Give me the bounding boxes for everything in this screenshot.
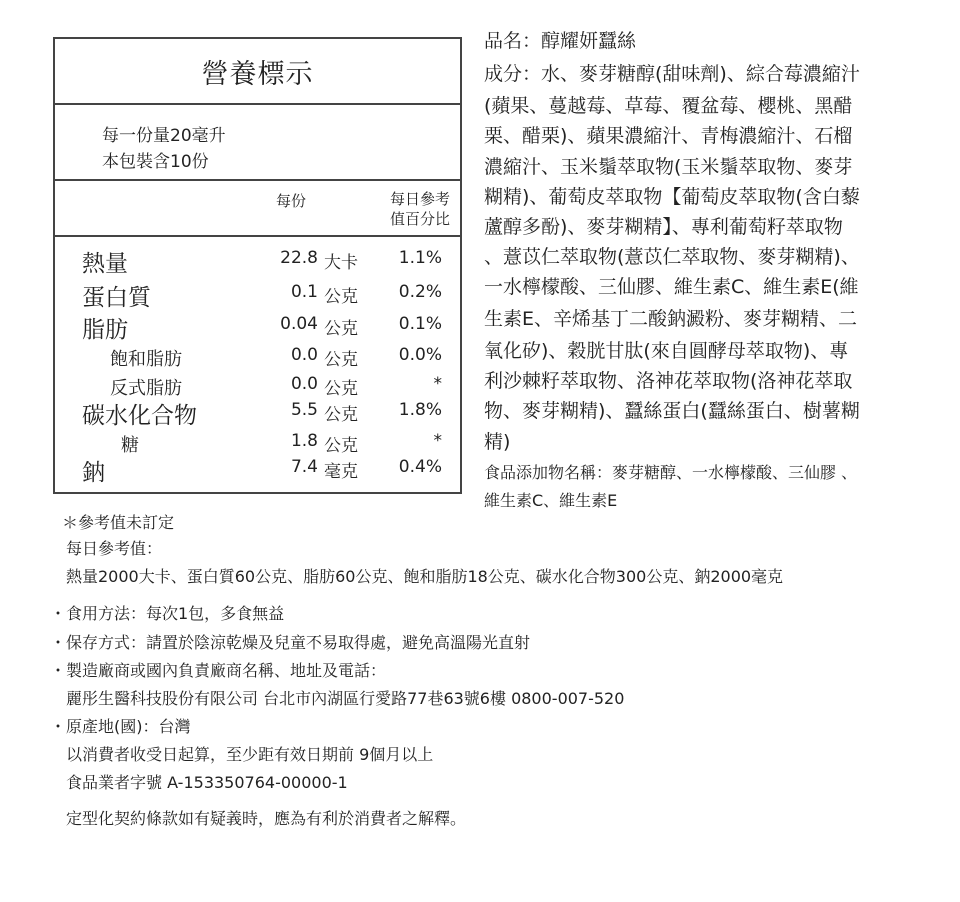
nutrient-value: 7.4 — [290, 457, 318, 477]
daily-reference-values: 熱量2000大卡、蛋白質60公克、脂肪60公克、飽和脂肪18公克、碳水化合物300公克、鈉2000毫克 — [66, 567, 784, 586]
nutrient-name: 碳水化合物 — [82, 403, 197, 429]
nutrient-value: 0.0 — [290, 345, 318, 365]
nutrient-value: 5.5 — [290, 400, 318, 420]
nutrient-value: 0.0 — [290, 374, 318, 394]
additives-line: 維生素C、維生素E — [484, 491, 618, 510]
manufacturer-label: ・製造廠商或國內負責廠商名稱、地址及電話： — [50, 661, 387, 680]
ingredient-line: 生素E、辛烯基丁二酸鈉澱粉、麥芽糊精、二 — [484, 308, 858, 330]
servings-per-pack: 本包裝含10份 — [102, 152, 209, 172]
nutrient-row — [55, 279, 460, 309]
usage-info: ・食用方法：每次1包，多食無益 — [50, 604, 285, 623]
divider — [55, 179, 460, 181]
nutrient-name: 脂肪 — [82, 317, 128, 343]
nutrient-daily-percent: 0.0% — [398, 345, 442, 365]
nutrient-name: 飽和脂肪 — [110, 349, 182, 370]
nutrient-daily-percent: 0.4% — [398, 457, 442, 477]
nutrient-value: 1.8 — [290, 431, 318, 451]
nutrient-row — [55, 311, 460, 341]
nutrient-unit: 毫克 — [324, 462, 358, 482]
nutrient-row — [55, 454, 460, 484]
nutrient-unit: 公克 — [324, 379, 358, 399]
nutrient-name: 熱量 — [82, 251, 128, 277]
nutrient-row — [55, 397, 460, 427]
storage-info: ・保存方式：請置於陰涼乾燥及兒童不易取得處，避免高溫陽光直射 — [50, 633, 531, 652]
manufacturer-detail: 麗彤生醫科技股份有限公司 台北市內湖區行愛路77巷63號6樓 0800-007-520 — [66, 689, 625, 708]
shelf-life-info: 以消費者收受日起算，至少距有效日期前 9個月以上 — [66, 745, 434, 764]
divider — [55, 235, 460, 237]
nutrient-name: 蛋白質 — [82, 285, 151, 311]
nutrient-value: 0.1 — [290, 282, 318, 302]
ingredient-line: 物、麥芽糊精)、蠶絲蛋白(蠶絲蛋白、樹薯糊 — [484, 400, 860, 422]
ingredient-line: 糊精)、葡萄皮萃取物【葡萄皮萃取物(含白藜 — [484, 186, 860, 208]
ingredient-line: 濃縮汁、玉米鬚萃取物(玉米鬚萃取物、麥芽 — [484, 156, 853, 178]
ingredient-line: (蘋果、蔓越莓、草莓、覆盆莓、櫻桃、黑醋 — [484, 95, 853, 117]
nutrient-daily-percent: 0.2% — [398, 282, 442, 302]
nutrient-daily-percent: * — [433, 374, 442, 394]
ingredient-line: 、薏苡仁萃取物(薏苡仁萃取物、麥芽糊精)、 — [484, 246, 860, 268]
nutrient-unit: 公克 — [324, 319, 358, 339]
nutrition-facts-table — [53, 37, 462, 494]
additives-line: 食品添加物名稱：麥芽糖醇、一水檸檬酸、三仙膠 、 — [484, 463, 858, 482]
column-header-per-serving: 每份 — [275, 192, 306, 210]
daily-reference-label: 每日參考值： — [66, 539, 163, 558]
column-header-daily-value — [388, 189, 452, 229]
ingredient-line: 精) — [484, 431, 511, 453]
nutrient-unit: 公克 — [324, 350, 358, 370]
nutrient-name: 反式脂肪 — [110, 378, 182, 399]
ingredient-line: 蘆醇多酚)、麥芽糊精】、專利葡萄籽萃取物 — [484, 216, 843, 238]
divider — [55, 103, 460, 105]
license-number: 食品業者字號 A-153350764-00000-1 — [66, 773, 348, 792]
nutrient-row — [55, 342, 460, 372]
origin-info: ・原產地(國)：台灣 — [50, 717, 191, 736]
nutrient-value: 22.8 — [280, 248, 318, 268]
nutrient-unit: 公克 — [324, 405, 358, 425]
nutrient-daily-percent: 1.1% — [398, 248, 442, 268]
nutrition-title: 營養標示 — [201, 59, 314, 90]
ingredient-line: 氧化矽)、穀胱甘肽(來自圓酵母萃取物)、專 — [484, 340, 849, 362]
nutrient-name: 糖 — [121, 435, 139, 456]
ingredient-line: 一水檸檬酸、三仙膠、維生素C、維生素E(維 — [484, 276, 859, 298]
ingredient-line: 栗、醋栗)、蘋果濃縮汁、青梅濃縮汁、石榴 — [484, 125, 853, 147]
contract-clause: 定型化契約條款如有疑義時，應為有利於消費者之解釋。 — [66, 809, 467, 828]
nutrient-name: 鈉 — [82, 460, 105, 486]
nutrient-daily-percent: * — [433, 431, 442, 451]
column-header-daily-value-line1: 每日參考 — [389, 190, 450, 208]
asterisk-note: ＊參考值未訂定 — [62, 513, 175, 532]
ingredient-line: 成分：水、麥芽糖醇(甜味劑)、綜合莓濃縮汁 — [484, 63, 860, 85]
nutrient-row — [55, 245, 460, 275]
nutrient-daily-percent: 0.1% — [398, 314, 442, 334]
nutrient-daily-percent: 1.8% — [398, 400, 442, 420]
product-name: 品名：醇耀妍蠶絲 — [484, 30, 637, 52]
nutrient-unit: 大卡 — [324, 253, 358, 273]
nutrient-unit: 公克 — [324, 436, 358, 456]
column-header-daily-value-line2: 值百分比 — [389, 210, 450, 228]
serving-size: 每一份量20毫升 — [102, 126, 226, 146]
nutrient-value: 0.04 — [280, 314, 318, 334]
nutrient-unit: 公克 — [324, 287, 358, 307]
ingredient-line: 利沙棘籽萃取物、洛神花萃取物(洛神花萃取 — [484, 370, 853, 392]
